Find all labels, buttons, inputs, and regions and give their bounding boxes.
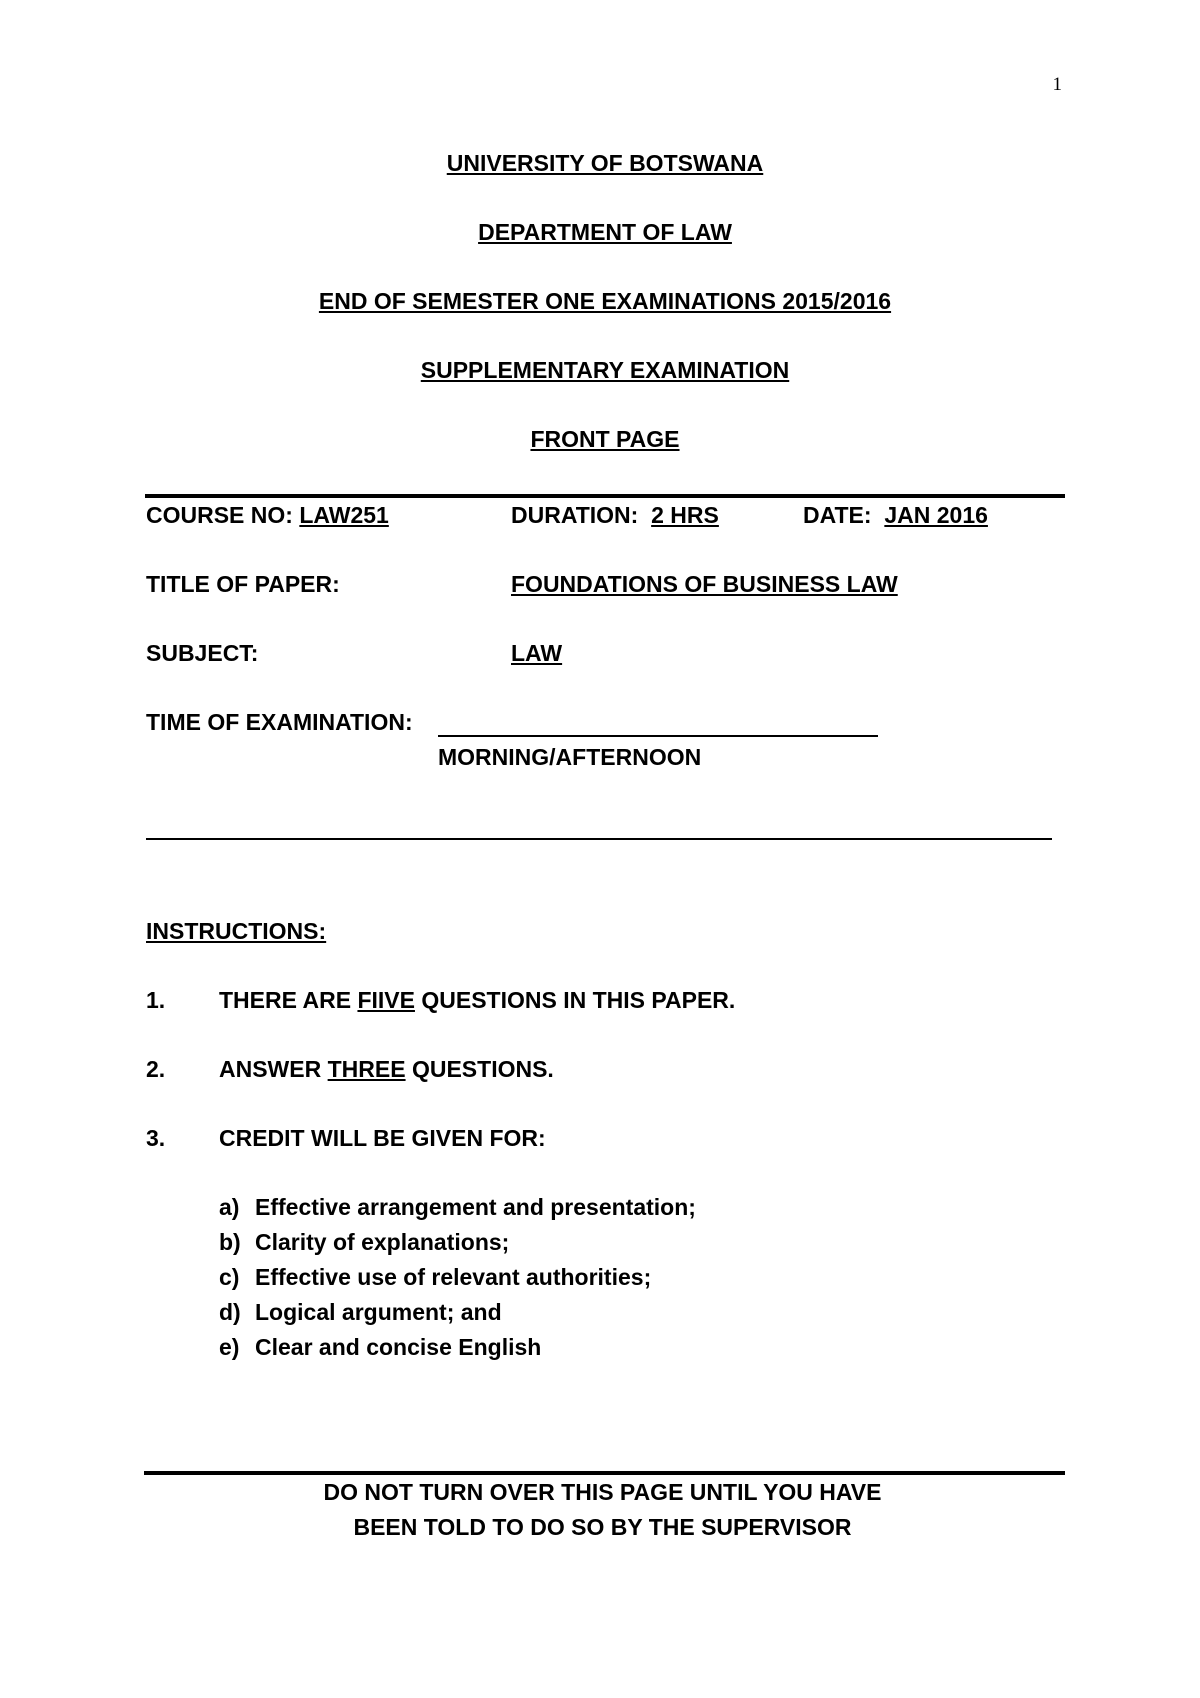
date-label: DATE: bbox=[803, 502, 872, 528]
credit-item-d-letter: d) bbox=[219, 1299, 241, 1325]
credit-item-b-text: Clarity of explanations; bbox=[255, 1229, 510, 1255]
front-page-title: FRONT PAGE bbox=[530, 426, 680, 452]
university-title: UNIVERSITY OF BOTSWANA bbox=[446, 150, 764, 176]
credit-item-e-text: Clear and concise English bbox=[255, 1334, 542, 1360]
credit-item-d-text: Logical argument; and bbox=[255, 1299, 502, 1325]
time-of-exam-label: TIME OF EXAMINATION: bbox=[146, 709, 413, 735]
credit-item-b-letter: b) bbox=[219, 1229, 241, 1255]
instruction-1-post: QUESTIONS IN THIS PAPER. bbox=[414, 987, 736, 1013]
instructions-title: INSTRUCTIONS: bbox=[146, 918, 327, 944]
bottom-divider bbox=[144, 1471, 1065, 1475]
credit-item-a-text: Effective arrangement and presentation; bbox=[255, 1194, 696, 1220]
duration-label: DURATION: bbox=[511, 502, 639, 528]
time-blank-line bbox=[438, 735, 878, 737]
instruction-1-text bbox=[219, 987, 735, 1014]
course-no-label: COURSE NO: bbox=[146, 502, 293, 528]
credit-item-c-letter: c) bbox=[219, 1264, 240, 1290]
top-divider bbox=[145, 494, 1065, 498]
title-of-paper-label: TITLE OF PAPER: bbox=[146, 571, 340, 597]
instruction-2-text bbox=[219, 1056, 554, 1083]
instruction-2-pre: ANSWER bbox=[219, 1056, 328, 1082]
credit-item-a-letter: a) bbox=[219, 1194, 240, 1220]
duration-value: 2 HRS bbox=[651, 502, 719, 528]
credit-item-c-text: Effective use of relevant authorities; bbox=[255, 1264, 652, 1290]
course-no-row bbox=[146, 502, 389, 529]
credit-item-e-letter: e) bbox=[219, 1334, 240, 1360]
instruction-3-number: 3. bbox=[146, 1125, 166, 1151]
exam-type-title: SUPPLEMENTARY EXAMINATION bbox=[420, 357, 790, 383]
page-number: 1 bbox=[1052, 74, 1062, 95]
instruction-1-emph: FIIVE bbox=[357, 987, 415, 1013]
instruction-3-text: CREDIT WILL BE GIVEN FOR: bbox=[219, 1125, 546, 1151]
instruction-1-number: 1. bbox=[146, 987, 166, 1013]
instruction-1-pre: THERE ARE bbox=[219, 987, 358, 1013]
middle-divider bbox=[146, 838, 1052, 840]
instruction-2-post: QUESTIONS. bbox=[405, 1056, 554, 1082]
footer-line-1: DO NOT TURN OVER THIS PAGE UNTIL YOU HAVE bbox=[323, 1479, 882, 1505]
instruction-2-number: 2. bbox=[146, 1056, 166, 1082]
time-options: MORNING/AFTERNOON bbox=[438, 744, 702, 770]
subject-value: LAW bbox=[511, 640, 563, 666]
course-no-value: LAW251 bbox=[299, 502, 389, 528]
subject-label: SUBJECT: bbox=[146, 640, 259, 666]
footer-line-2: BEEN TOLD TO DO SO BY THE SUPERVISOR bbox=[353, 1514, 852, 1540]
duration-row bbox=[511, 502, 719, 529]
instruction-2-emph: THREE bbox=[327, 1056, 406, 1082]
title-of-paper-value: FOUNDATIONS OF BUSINESS LAW bbox=[511, 571, 898, 597]
date-row bbox=[803, 502, 988, 529]
department-title: DEPARTMENT OF LAW bbox=[478, 219, 732, 245]
date-value: JAN 2016 bbox=[884, 502, 988, 528]
exam-session-title: END OF SEMESTER ONE EXAMINATIONS 2015/2016 bbox=[318, 288, 892, 314]
